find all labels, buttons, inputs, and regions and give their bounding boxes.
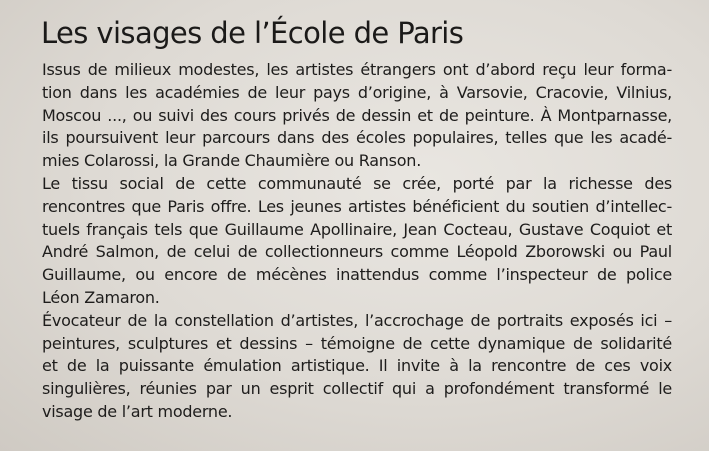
text-line: ils poursuivent leur parcours dans des écoles populaires, telles que les acadé- (42, 128, 672, 148)
text-line: tion dans les académies de leur pays d’origine, à Varsovie, Cracovie, Vilnius, (42, 82, 672, 102)
text-line: tuels français tels que Guillaume Apollinaire, Jean Cocteau, Gustave Coquiot et (42, 219, 672, 239)
paragraph-portraits (42, 310, 672, 424)
text-line: singulières, réunies par un esprit collectif qui a profondément transformé le (42, 379, 672, 399)
text-line: Issus de milieux modestes, les artistes étrangers ont d’abord reçu leur forma- (42, 60, 672, 79)
text-line: mies Colarossi, la Grande Chaumière ou Ranson. (42, 151, 422, 171)
text-line: visage de l’art moderne. (42, 401, 233, 421)
text-line: Évocateur de la constellation d’artistes, l’accrochage de portraits exposés ici – (42, 310, 672, 330)
panel-body-text (42, 59, 672, 424)
text-line: Léon Zamaron. (42, 287, 160, 307)
paragraph-social-fabric (42, 173, 672, 310)
text-line: Moscou ..., ou suivi des cours privés de dessin et de peinture. À Montparnasse, (42, 105, 672, 125)
text-line: rencontres que Paris offre. Les jeunes artistes bénéficient du soutien d’intellec- (42, 196, 672, 216)
text-line: Guillaume, ou encore de mécènes inattendus comme l’inspecteur de police (42, 265, 672, 285)
panel-title: Les visages de l’École de Paris (41, 16, 464, 50)
text-line: André Salmon, de celui de collectionneurs comme Léopold Zborowski ou Paul (42, 242, 672, 262)
text-line: Le tissu social de cette communauté se crée, porté par la richesse des (42, 173, 672, 193)
paragraph-training (42, 59, 672, 173)
text-line: peintures, sculptures et dessins – témoigne de cette dynamique de solidarité (42, 333, 672, 353)
text-line: et de la puissante émulation artistique. Il invite à la rencontre de ces voix (42, 356, 672, 376)
